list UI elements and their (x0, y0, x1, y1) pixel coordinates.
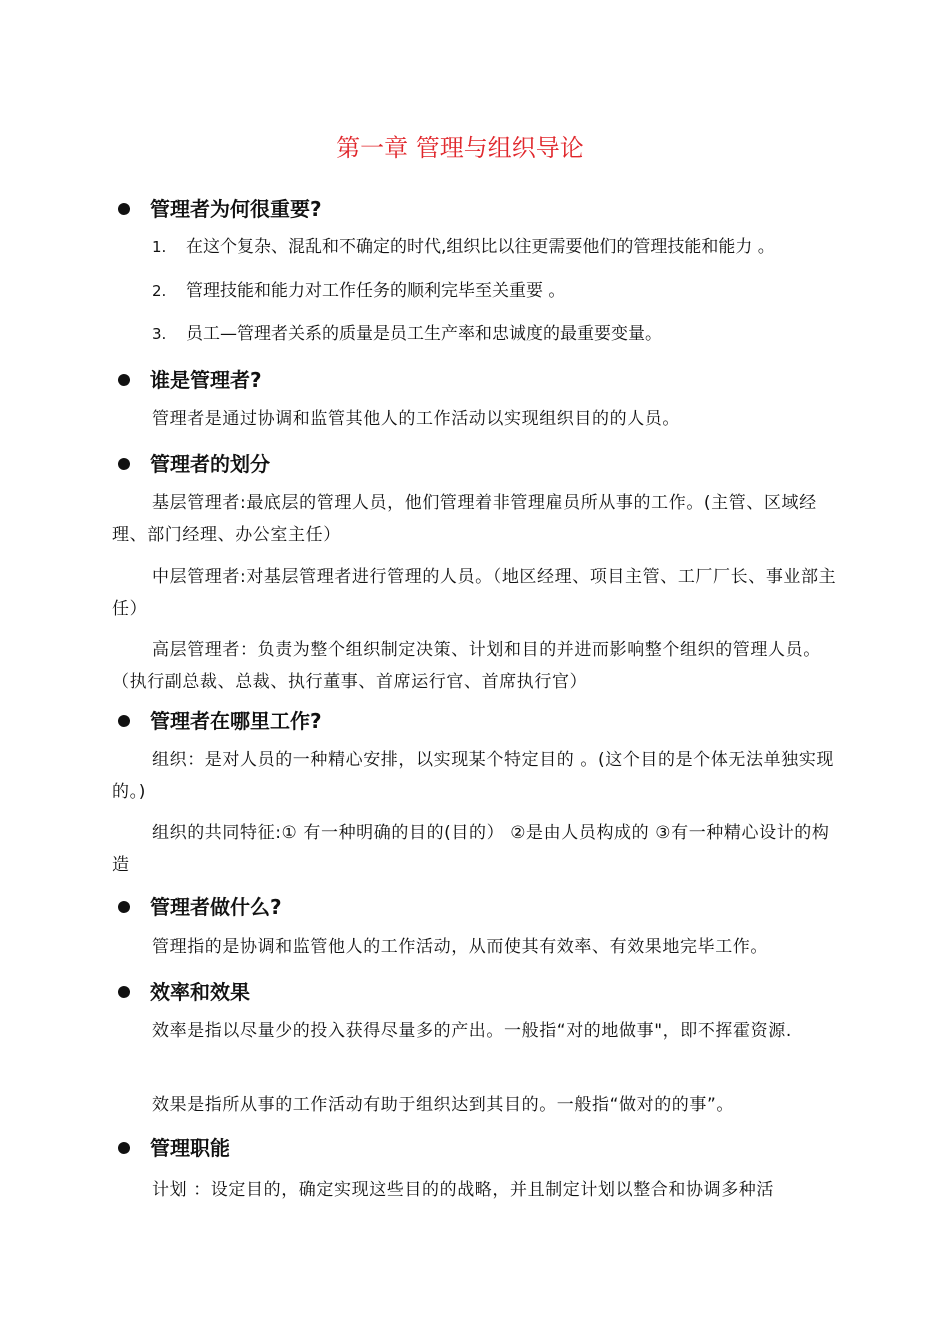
bullet-icon (118, 715, 130, 727)
section-heading (112, 704, 322, 738)
item-number: 3. (152, 325, 167, 343)
item-text: 在这个复杂、混乱和不确定的时代,组织比以往更需要他们的管理技能和能力 。 (186, 237, 775, 257)
bullet-icon (118, 203, 130, 215)
section-heading-text: 管理者为何很重要? (150, 197, 322, 221)
paragraph: 基层管理者:最底层的管理人员，他们管理着非管理雇员所从事的工作。(主管、区域经理、部门经理、办公室主任） (112, 493, 817, 545)
bullet-icon (118, 1142, 130, 1154)
section-heading (112, 447, 270, 481)
section-heading (112, 363, 262, 397)
paragraph: 高层管理者：负责为整个组织制定决策、计划和目的并进而影响整个组织的管理人员。（执行副总裁、总裁、执行董事、首席运行官、首席执行官） (112, 640, 821, 692)
section-heading-text: 谁是管理者? (150, 368, 262, 392)
section-heading-text: 管理者的划分 (150, 452, 270, 476)
chapter-title: 第一章 管理与组织导论 (336, 134, 584, 162)
bullet-icon (118, 458, 130, 470)
section-heading (112, 890, 282, 924)
bullet-icon (118, 374, 130, 386)
section-heading (112, 192, 322, 226)
numbered-item (152, 276, 565, 306)
paragraph: 中层管理者:对基层管理者进行管理的人员。（地区经理、项目主管、工厂厂长、事业部主任） (112, 567, 837, 619)
section-heading (112, 975, 250, 1009)
paragraph: 管理指的是协调和监管他人的工作活动，从而使其有效率、有效果地完毕工作。 (152, 937, 768, 957)
item-number: 1. (152, 238, 167, 256)
bullet-icon (118, 986, 130, 998)
section-heading-text: 效率和效果 (150, 980, 250, 1004)
section-heading-text: 管理者做什么? (150, 895, 282, 919)
section-heading-text: 管理职能 (150, 1136, 230, 1160)
paragraph: 效果是指所从事的工作活动有助于组织达到其目的。一般指“做对的的事”。 (152, 1095, 735, 1115)
section-heading (112, 1131, 230, 1165)
paragraph: 计划 ：设定目的，确定实现这些目的的战略，并且制定计划以整合和协调多种活 (152, 1180, 775, 1200)
bullet-icon (118, 901, 130, 913)
section-heading-text: 管理者在哪里工作? (150, 709, 322, 733)
paragraph: 管理者是通过协调和监管其他人的工作活动以实现组织目的的人员。 (152, 409, 680, 429)
item-text: 员工—管理者关系的质量是员工生产率和忠诚度的最重要变量。 (186, 324, 662, 344)
item-number: 2. (152, 282, 167, 300)
paragraph: 组织的共同特征:① 有一种明确的目的(目的） ②是由人员构成的 ③有一种精心设计的构造 (112, 823, 830, 875)
paragraph: 效率是指以尽量少的投入获得尽量多的产出。一般指“对的地做事"，即不挥霍资源. (152, 1021, 792, 1041)
numbered-item (152, 232, 775, 262)
paragraph: 组织：是对人员的一种精心安排，以实现某个特定目的 。(这个目的是个体无法单独实现的。) (112, 750, 835, 802)
item-text: 管理技能和能力对工作任务的顺利完毕至关重要 。 (186, 281, 566, 301)
numbered-item (152, 319, 662, 349)
